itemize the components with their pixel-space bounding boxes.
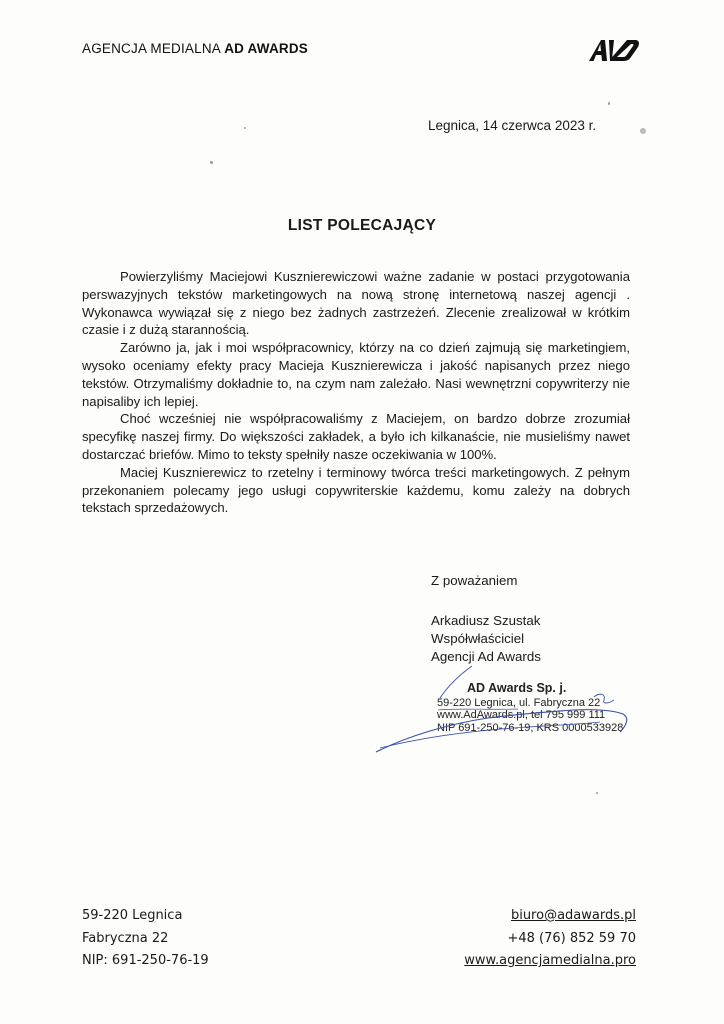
paper-speck: [608, 102, 610, 105]
body-paragraph: Zarówno ja, jak i moi współpracownicy, którzy na co dzień zajmują się marketingiem, wysoko oceniamy efekty pracy Macieja Kusznierewicza i jakość napisanych przez niego tekstów. Otrzymaliśmy dokładnie to, na czym nam zależało. Nasi wewnętrzni copywriterzy nie napisaliby ich lepiej.: [82, 340, 630, 409]
stamp-web-phone: www.AdAwards.pl, tel 795 999 111: [437, 709, 606, 721]
footer-street: Fabryczna 22: [82, 930, 169, 946]
paper-speck: [640, 128, 646, 134]
paper-speck: [244, 127, 246, 129]
signer-role: Współwłaściciel: [431, 631, 525, 646]
body-paragraph: Powierzyliśmy Maciejowi Kusznierewiczowi ważne zadanie w postaci przygotowania perswazyjnych tekstów marketingowych na nową stronę internetową naszej agencji . Wykonawca wywiązał się z niego bez żadnych zastrzeżeń. Zlecenie zrealizował w krótkim czasie i z dużą starannością.: [82, 269, 630, 338]
footer-website-link[interactable]: www.agencjamedialna.pro: [464, 953, 636, 968]
body-paragraph: Maciej Kusznierewicz to rzetelny i terminowy twórca treści marketingowych. Z pełnym przekonaniem polecamy jego usługi copywriterskie każdemu, komu zależy na dobrych tekstach sprzedażowych.: [82, 464, 630, 516]
paper-speck: [210, 161, 213, 164]
letter-body: [82, 268, 630, 517]
signer-name: Arkadiusz Szustak: [431, 613, 541, 628]
closing-greeting: Z poważaniem: [431, 573, 518, 588]
signer-company: Agencji Ad Awards: [431, 649, 541, 664]
agency-brand: AD AWARDS: [224, 41, 309, 56]
body-paragraph: Choć wcześniej nie współpracowaliśmy z Maciejem, on bardzo dobrze zrozumiał specyfikę naszej firmy. Do większości zakładek, a było ich kilkanaście, nie musieliśmy nawet dostarczać briefów. Mimo to teksty spełniły nasze oczekiwania w 100%.: [82, 411, 630, 462]
agency-prefix: AGENCJA MEDIALNA: [82, 41, 221, 56]
stamp-company: AD Awards Sp. j.: [467, 681, 567, 695]
footer-contact: [464, 905, 636, 973]
stamp-address: 59-220 Legnica, ul. Fabryczna 22: [437, 696, 601, 709]
footer-postal: 59-220 Legnica: [82, 908, 183, 923]
ad-awards-logo-icon: [587, 37, 641, 68]
paper-speck: [596, 792, 598, 794]
stamp-ids: NIP 691-250-76-19, KRS 0000533928: [437, 721, 624, 734]
footer-email-link[interactable]: biuro@adawards.pl: [510, 908, 636, 923]
footer-nip: NIP: 691-250-76-19: [82, 953, 209, 968]
letter-title: LIST POLECAJĄCY: [287, 217, 437, 234]
footer-address: [82, 905, 209, 973]
closing-block: [431, 572, 541, 666]
agency-name: [82, 41, 308, 56]
footer-phone: +48 (76) 852 59 70: [507, 930, 636, 946]
date-line: Legnica, 14 czerwca 2023 r.: [428, 118, 597, 133]
handwritten-signature: [368, 664, 638, 759]
